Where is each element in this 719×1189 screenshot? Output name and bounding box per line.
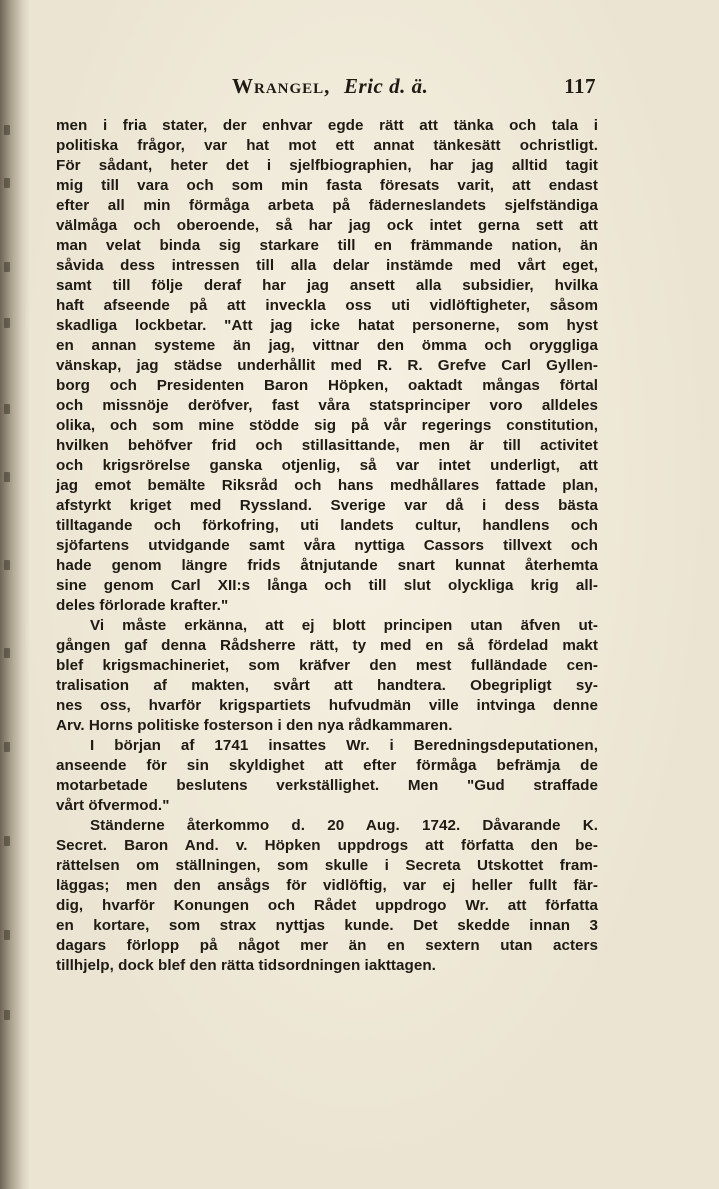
gutter-mark [4,318,10,328]
text-line: afstyrkt kriget med Ryssland. Sverige var då i dess bästa [56,497,598,514]
text-line: och missnöje deröfver, fast våra statsprinciper voro alldeles [56,397,598,414]
text-line: mig till vara och som min fasta föresats varit, att endast [56,177,598,194]
gutter-mark [4,742,10,752]
text-line: Arv. Horns politiske fosterson i den nya rådkammaren. [56,717,453,734]
text-line: efter all min förmåga arbeta på fäderneslandets sjelfständiga [56,197,598,214]
text-line: dig, hvarför Konungen och Rådet uppdrogo Wr. att författa [56,897,598,914]
text-line: För sådant, heter det i sjelfbiographien, har jag alltid tagit [56,157,598,174]
text-line: dagars förlopp på något mer än en sextern utan acters [56,937,598,954]
text-line: haft afseende på att inveckla oss uti vidlöftigheter, såsom [56,297,598,314]
gutter-mark [4,404,10,414]
gutter-mark [4,472,10,482]
page-number: 117 [564,74,596,98]
text-line: politiska frågor, var hat mot ett annat tänkesätt ochristligt. [56,137,598,154]
text-line: I början af 1741 insattes Wr. i Beredningsdeputationen, [90,737,598,754]
text-line: hade genom längre frids åtnjutande snart kunnat återhemta [56,557,598,574]
text-line: vårt öfvermod." [56,797,170,814]
text-line: deles förlorade krafter." [56,597,229,614]
gutter-mark [4,836,10,846]
text-line: Vi måste erkänna, att ej blott principen utan äfven ut- [90,617,598,634]
text-line: hvilken behöfver frid och stillasittande, men är till activitet [56,437,598,454]
running-head-name: Wrangel, [232,74,331,98]
running-head-subtitle: Eric d. ä. [344,74,429,98]
text-line: och krigsrörelse ganska otjenlig, så var intet underligt, att [56,457,598,474]
running-head [232,74,596,102]
text-line: tillhjelp, dock blef den rätta tidsordningen iakttagen. [56,957,436,974]
text-line: en kortare, som strax nyttjas kunde. Det skedde innan 3 [56,917,598,934]
text-line: välmåga och oberoende, så har jag ock intet gerna sett att [56,217,598,234]
text-line: sjöfartens utvidgande samt våra nyttiga Cassors tillvext och [56,537,598,554]
text-line: Ständerne återkommo d. 20 Aug. 1742. Dåvarande K. [90,817,598,834]
gutter-mark [4,178,10,188]
text-line: läggas; men den ansågs för vidlöftig, var ej heller fullt fär- [56,877,598,894]
gutter-mark [4,648,10,658]
text-line: motarbetade beslutens verkställighet. Men "Gud straffade [56,777,598,794]
text-line: olika, och som mine stödde sig på vår regerings constitution, [56,417,598,434]
text-line: anseende för sin skyldighet att efter förmåga befrämja de [56,757,598,774]
gutter-mark [4,560,10,570]
gutter-mark [4,262,10,272]
text-line: nes oss, hvarför krigspartiets hufvudmän ville intvinga denne [56,697,598,714]
text-line: Secret. Baron And. v. Höpken uppdrogs att författa den be- [56,837,598,854]
text-line: sine genom Carl XII:s långa och till slut olyckliga krig all- [56,577,598,594]
text-line: vänskap, jag städse underhållit med R. R. Grefve Carl Gyllen- [56,357,598,374]
page-gutter-shadow [0,0,30,1189]
text-line: tilltagande och förkofring, uti landets cultur, handlens och [56,517,598,534]
gutter-mark [4,930,10,940]
text-line: borg och Presidenten Baron Höpken, oaktadt mångas förtal [56,377,598,394]
text-line: samt till följe deraf har jag ansett alla subsidier, hvilka [56,277,598,294]
gutter-mark [4,1010,10,1020]
text-line: gången gaf denna Rådsherre rätt, ty med en så fördelad makt [56,637,598,654]
text-line: en annan systeme än jag, vittnar den ömma och oryggliga [56,337,598,354]
text-line: tralisation af makten, svårt att handtera. Obegripligt sy- [56,677,598,694]
text-line: man velat binda sig starkare till en främmande nation, än [56,237,598,254]
text-line: jag emot bemälte Riksråd och hans medhållares fattade plan, [56,477,598,494]
text-line: skadliga lockbetar. "Att jag icke hatat personerne, som hyst [56,317,598,334]
text-line: rättelsen om ställningen, som skulle i Secreta Utskottet fram- [56,857,598,874]
text-line: men i fria stater, der enhvar egde rätt att tänka och tala i [56,117,598,134]
text-line: blef krigsmachineriet, som kräfver den mest fulländade cen- [56,657,598,674]
text-line: såvida dess intressen till alla delar instämde med vårt eget, [56,257,598,274]
body-text [56,116,598,976]
gutter-mark [4,125,10,135]
